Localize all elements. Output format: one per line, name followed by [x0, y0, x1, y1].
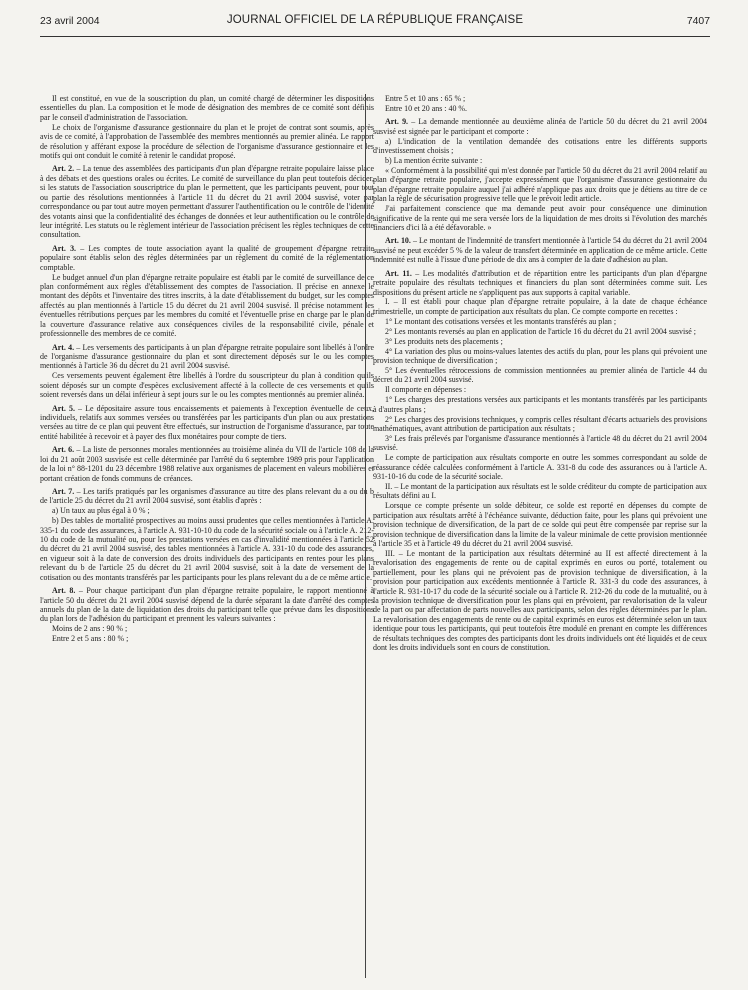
paragraph-text: – Le montant de l'indemnité de transfert mentionnée à l'article 54 du décret du 21 avril 2004 susvisé ne peut excéder 5 % de la valeur de transfert déterminée en application de ce même article. Cette indemnité est nulle à l'issue d'une période de dix ans à compter de la date d'adhésion au plan. [373, 236, 707, 265]
paragraph-text: – Le dépositaire assure tous encaissements et paiements à l'exception éventuelle de ceux, individuels, relatifs aux sommes versées ou transférées par les participants d'un plan ou aux prestations versées au titre de ce plan qui peuvent être effectués, sur instruction de l'organisme d'assurance, par toute entité habilitée à recevoir et à payer des flux monétaires pour compte de tiers. [40, 403, 374, 441]
paragraph [40, 244, 374, 272]
paragraph-text: 1° Les charges des prestations versées aux participants et les montants transférés par les participants à d'autres plans ; [373, 395, 707, 414]
paragraph-text: Entre 10 et 20 ans : 40 %. [385, 103, 468, 113]
right-column [373, 94, 707, 653]
article-number: Art. 10. [385, 236, 411, 246]
paragraph-text: Il est constitué, en vue de la souscription du plan, un comité chargé de déterminer les dispositions essentielles du plan. La composition et le mode de désignation des membres de ce comité sont définis par le conseil d'administration de l'association. [40, 94, 374, 122]
paragraph-text: – La liste de personnes morales mentionnées au troisième alinéa du VII de l'article 108 de la loi du 21 août 2003 susvisée est celle déterminée par l'arrêté du 6 septembre 1989 pris pour l'application de la loi n° 88-1201 du 23 décembre 1988 relative aux organismes de placement en valeurs mobilières et portant création de fonds communs de créances. [40, 445, 375, 483]
paragraph [373, 385, 707, 394]
paragraph [373, 317, 707, 326]
header-rule [40, 36, 710, 37]
left-column [40, 94, 374, 644]
paragraph-text: Moins de 2 ans : 90 % ; [52, 624, 128, 634]
paragraph [373, 327, 707, 336]
paragraph-text: – La demande mentionnée au deuxième alinéa de l'article 50 du décret du 21 avril 2004 susvisé est signée par le participant et comporte : [373, 117, 708, 136]
article-number: Art. 2. [52, 164, 75, 174]
paragraph-text: b) Des tables de mortalité prospectives au moins aussi prudentes que celles mentionnées à l'article A. 335-1 du code des assurances, à l'article A. 931-10-10 du code de la sécurité sociale ou à l'article A. 212-10 du code de la mutualité ou, pour les prestations versées en cas d'invalidité mentionnées à l'article 52 du décret du 21 avril 2004 susvisé, des tables mentionnées à l'article A. 331-10 du code des assurances, en vigueur soit à la date de conversion des droits individuels des participants en rentes pour les plans relevant du b de l'article 25 du décret du 21 avril 2004 susvisé, soit à la date de versement de la cotisation ou des montants transférés par les participants pour les plans relevant du a de ce même article. [40, 516, 374, 582]
paragraph-text: 2° Les charges des provisions techniques, y compris celles résultant d'écarts actuariels des provisions mathématiques, avant attribution de participation aux résultats ; [373, 414, 707, 433]
paragraph [373, 337, 707, 346]
paragraph [40, 94, 374, 122]
paragraph [373, 156, 707, 165]
paragraph [40, 164, 374, 239]
paragraph-text: a) L'indication de la ventilation demandée des cotisations entre les différents supports d'investissement choisis ; [373, 136, 707, 156]
article-number: Art. 9. [385, 117, 409, 127]
paragraph-text: – Les modalités d'attribution et de répartition entre les participants d'un plan d'épargne retraite populaire des résultats techniques et financiers du plan sont déterminées comme suit. Les dispositions du présent article ne s'appliquent pas aux supports à capital variable. [373, 268, 708, 297]
paragraph-text: « Conformément à la possibilité qui m'est donnée par l'article 50 du décret du 21 avril 2004 relatif au plan d'épargne retraite populaire, j'accepte expressément que l'organisme d'assurance gestionnaire du plan d'épargne retraite populaire auquel j'ai adhéré n'applique pas aux droits que je détiens au titre de ce plan la règle de sécurisation progressive telle que le prévoit ledit article. [373, 165, 707, 204]
article-number: Art. 7. [52, 486, 75, 496]
paragraph [40, 487, 374, 506]
paragraph-text: 4° La variation des plus ou moins-values latentes des actifs du plan, pour les plans qui prévoient une provision technique de diversification ; [373, 346, 707, 365]
paragraph [40, 404, 374, 442]
paragraph [373, 501, 707, 548]
paragraph [373, 366, 707, 385]
paragraph-text: I. – Il est établi pour chaque plan d'épargne retraite populaire, à la date de chaque échéance trimestrielle, un compte de participation aux résultats du plan. Ce compte comporte en recettes : [373, 297, 707, 316]
paragraph-text: 2° Les montants reversés au plan en application de l'article 16 du décret du 21 avril 2004 susvisé ; [385, 326, 696, 336]
paragraph-text: 3° Les frais prélevés par l'organisme d'assurance mentionnés à l'article 48 du décret du 21 avril 2004 susvisé. [373, 433, 707, 453]
paragraph-text: a) Un taux au plus égal à 0 % ; [52, 506, 150, 516]
article-number: Art. 8. [52, 586, 76, 596]
paragraph-text: – Pour chaque participant d'un plan d'épargne retraite populaire, le rapport mentionné à l'article 50 du décret du 21 avril 2004 susvisé dépend de la durée séparant la date d'arrêté des comptes annuels du plan de la date de liquidation des droits du participant telle que prévue dans les dispositions du plan lors de l'adhésion du participant et prennent les valeurs suivantes : [40, 586, 374, 624]
paragraph [40, 371, 374, 399]
paragraph-text: – La tenue des assemblées des participants d'un plan d'épargne retraite populaire laisse place à des débats et des questions orales ou écrites. Le comité de surveillance du plan peut toutefois décider, si les statuts de l'association souscriptrice du plan le permettent, que les participants peuvent, pour tout ou partie des résolutions mentionnées à l'article 11 du décret du 21 avril 2004 susvisé, voter par correspondance ou par tout autre moyen permettant d'assurer l'authentification ou le contrôle de l'identité des votants ainsi que la confidentialité des échanges de données et leur authentification ou le contrôle de leur intégrité. Les statuts ou le règlement intérieur de l'association précisent les règles techniques de cette consultation. [40, 164, 374, 240]
paragraph [373, 347, 707, 366]
paragraph [40, 506, 374, 515]
paragraph-text: – Les versements des participants à un plan d'épargne retraite populaire sont libellés à l'ordre de l'organisme d'assurance gestionnaire du plan et sont directement déposés sur le ou les comptes mentionnés à l'article 36 du décret du 21 avril 2004 susvisé. [40, 342, 374, 371]
header-date: 23 avril 2004 [40, 16, 100, 27]
paragraph-text: 1° Le montant des cotisations versées et les montants transférés au plan ; [385, 316, 617, 326]
paragraph [373, 434, 707, 453]
paragraph-text: 5° Les éventuelles rétrocessions de commission mentionnées au premier alinéa de l'article 44 du décret du 21 avril 2004 susvisé. [373, 365, 707, 385]
paragraph [40, 343, 374, 371]
paragraph [40, 273, 374, 339]
paragraph-text: Ces versements peuvent également être libellés à l'ordre du souscripteur du plan à condition qu'ils soient déposés sur un compte d'espèces exclusivement affecté à la collecte de ces versements et qu'ils soient reversés dans un délai inférieur à sept jours sur le ou les comptes mentionnés au premier alinéa. [40, 371, 374, 400]
paragraph-text: Le choix de l'organisme d'assurance gestionnaire du plan et le projet de contrat sont soumis, après avis de ce comité, à l'approbation de l'assemblée des membres mentionnés au premier alinéa. Le rapport de résolution y afférant expose la procédure de sélection de l'organisme d'assurance gestionnaire et les motifs qui ont conduit le comité à retenir le candidat proposé. [40, 122, 374, 161]
paragraph [373, 137, 707, 156]
paragraph [373, 236, 707, 264]
paragraph [40, 445, 374, 483]
article-number: Art. 6. [52, 445, 75, 455]
paragraph [373, 94, 707, 103]
paragraph-text: 3° Les produits nets des placements ; [385, 336, 503, 346]
article-number: Art. 5. [52, 403, 75, 413]
paragraph-text: Le budget annuel d'un plan d'épargne retraite populaire est établi par le comité de surveillance de ce plan conformément aux règles d'établissement des comptes de l'association. Il précise en annexe le montant des dépôts et l'inventaire des titres inscrits, à la date d'établissement du budget, sur les comptes affectés au plan mentionnés à l'article 15 du décret du 21 avril 2004 susvisé. Il précise notamment les éventuelles rétributions perçues par les membres du comité et l'éventuelle prise en charge par le plan de la couverture d'assurance relative aux conséquences civiles de la responsabilité civile, pénale et professionnelle des membres de ce comité. [40, 272, 374, 339]
paragraph [40, 516, 374, 582]
page-header [40, 14, 710, 32]
page-number: 7407 [686, 16, 710, 27]
paragraph [373, 117, 707, 136]
paragraph [40, 634, 374, 643]
paragraph [373, 453, 707, 481]
paragraph [40, 586, 374, 624]
paragraph [373, 166, 707, 204]
paragraph [373, 395, 707, 414]
paragraph-text: Il comporte en dépenses : [385, 385, 467, 395]
paragraph-text: Le compte de participation aux résultats comporte en outre les sommes correspondant au solde de réassurance cédée calculées conformément à l'article A. 331-8 du code des assurances ou à l'article A. 931-10-16 du code de la sécurité sociale. [373, 453, 707, 482]
paragraph-text: III. – Le montant de la participation aux résultats déterminé au II est affecté directement à la revalorisation des engagements de rente ou de capital exprimés en euros ou porté, totalement ou partiellement, pour les plans qui ne prévoient pas de provision technique de diversification, à la provision pour participation aux excédents mentionnée à l'article R. 331-3 du code des assurances, à l'article R. 931-10-17 du code de la sécurité sociale ou à l'article R. 212-26 du code de la mutualité, ou à la provision technique de diversification pour les plans qui en prévoient, par revalorisation de la valeur de la part ou par affectation de parts nouvelles aux participants, selon des règles déterminées par le plan. La revalorisation des engagements de rente ou de capital exprimés en euros est déterminée selon un taux identique pour tous les participants, qui peut toutefois être modulé en prenant en compte les différences de résultats techniques des comptes des participants dont les droits individuels ont été liquidés et de ceux dont les droits individuels sont en cours de constitution. [373, 548, 707, 653]
paragraph [373, 104, 707, 113]
paragraph-text: J'ai parfaitement conscience que ma demande peut avoir pour conséquence une diminution significative de la rente qui me sera versée lors de la liquidation de mes droits si l'évolution des marchés financiers d'ici là a été défavorable. » [373, 204, 707, 232]
paragraph [373, 415, 707, 434]
journal-title: JOURNAL OFFICIEL DE LA RÉPUBLIQUE FRANÇAISE [226, 14, 524, 26]
paragraph-text: Entre 2 et 5 ans : 80 % ; [52, 634, 129, 644]
paragraph [373, 549, 707, 653]
paragraph-text: Entre 5 et 10 ans : 65 % ; [385, 94, 466, 103]
paragraph [373, 204, 707, 232]
paragraph-text: – Les comptes de toute association ayant la qualité de groupement d'épargne retraite populaire sont établis selon des règles déterminées par un règlement du comité de la réglementation comptable. [40, 243, 374, 272]
article-number: Art. 11. [385, 268, 412, 278]
paragraph-text: II. – Le montant de la participation aux résultats est le solde créditeur du compte de participation aux résultats défini au I. [373, 481, 707, 501]
article-number: Art. 3. [52, 243, 77, 253]
paragraph [373, 482, 707, 501]
paragraph [373, 297, 707, 316]
paragraph-text: b) La mention écrite suivante : [385, 156, 483, 166]
paragraph [40, 624, 374, 633]
paragraph-text: – Les tarifs pratiqués par les organismes d'assurance au titre des plans relevant du a ou du b de l'article 25 du décret du 21 avril 2004 susvisé, sont établis d'après : [40, 486, 374, 506]
article-number: Art. 4. [52, 342, 75, 352]
paragraph [40, 123, 374, 161]
paragraph-text: Lorsque ce compte présente un solde débiteur, ce solde est reporté en dépenses du compte de participation aux résultats arrêté à l'échéance suivante, déduction faite, pour les plans qui prévoient une provision technique de diversification, de la part de ce solde qui peut être compensée par reprise sur la provision technique de diversification dans la limite de la valeur minimale de cette provision mentionnée à l'article 35 et à l'article 49 du décret du 21 avril 2004 susvisé. [373, 501, 707, 548]
paragraph [373, 269, 707, 297]
column-divider [365, 94, 366, 978]
